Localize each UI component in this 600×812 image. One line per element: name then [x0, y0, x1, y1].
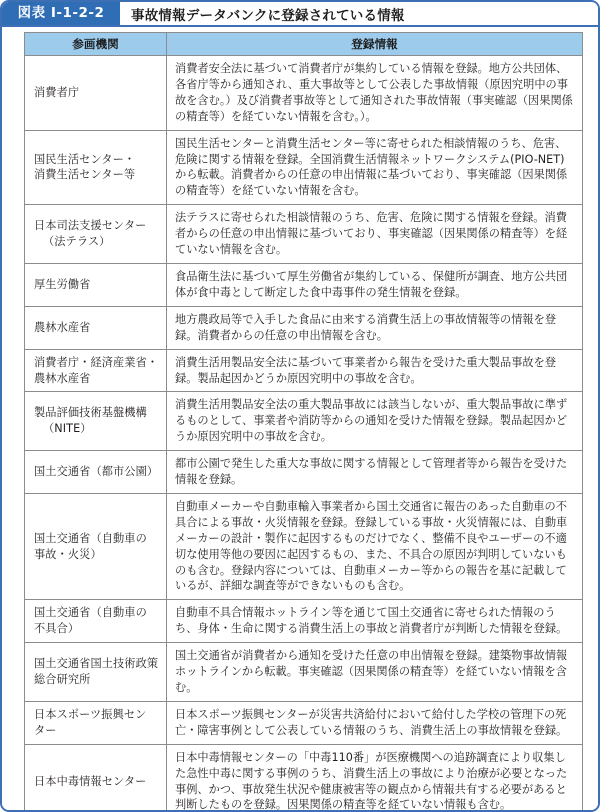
registered-info-cell: 地方農政局等で入手した食品に由来する消費生活上の事故情報等の情報を登録。消費者からの任意の申出情報を含む。	[167, 306, 583, 349]
agency-name-line2: 事故・火災）	[34, 547, 102, 561]
table-header-row	[25, 33, 583, 56]
agency-name-line1: 国土交通省（自動車の	[34, 531, 147, 545]
agency-cell	[25, 56, 167, 131]
agency-cell	[25, 130, 167, 205]
agency-name-line2: 総合研究所	[34, 673, 91, 687]
agency-name-line2: （NITE）	[43, 422, 92, 436]
registered-info-cell: 日本スポーツ振興センターが災害共済給付において給付した学校の管理下の死亡・障害事例として公表している情報のうち、消費生活上の事故情報を登録。	[167, 701, 583, 744]
column-header-info: 登録情報	[167, 33, 583, 56]
registered-info-cell: 消費者安全法に基づいて消費者庁が集約している情報を登録。地方公共団体、各省庁等から通知され、重大事故等として公表した事故情報（原因究明中の事故を含む。）及び消費者事故等として通知された事故情報（事実確認（因果関係の精査等）を経ていない情報を含む。）。	[167, 56, 583, 131]
registered-info-cell: 都市公園で発生した重大な事故に関する情報として管理者等から報告を受けた情報を登録。	[167, 451, 583, 494]
agency-name-line2: 消費生活センター等	[34, 168, 136, 182]
table-row	[25, 701, 583, 744]
agency-cell	[25, 205, 167, 264]
agency-name-line1: 日本スポーツ振興セン	[34, 707, 147, 721]
table-row	[25, 451, 583, 494]
agency-name-line2: 不具合）	[34, 622, 80, 636]
agency-name-line1: 国土交通省（都市公園）	[34, 465, 159, 479]
agency-cell	[25, 493, 167, 599]
agency-name-line1: 製品評価技術基盤機構	[34, 406, 147, 420]
agency-name-line2: ター	[34, 723, 57, 737]
agency-cell	[25, 701, 167, 744]
registered-info-cell: 自動車メーカーや自動車輸入事業者から国土交通省に報告のあった自動車の不具合による事故・火災情報を登録。登録している事故・火災情報には、自動車メーカーの設計・製作に起因するものだけでなく、整備不良やユーザーの不適切な使用等他の要因に起因するもの、また、不具合の原因が判明していないものも含む。登録内容については、自動車メーカー等からの報告を基に記載しているが、詳細な調査等ができないものも含む。	[167, 493, 583, 599]
registered-info-cell: 消費生活用製品安全法に基づいて事業者から報告を受けた重大製品事故を登録。製品起因かどうか原因究明中の事故を含む。	[167, 349, 583, 392]
figure-title-text: 事故情報データバンクに登録されている情報	[122, 2, 598, 25]
table-row	[25, 306, 583, 349]
registered-information-table	[24, 32, 583, 812]
agency-name-line1: 厚生労働省	[34, 277, 91, 291]
table-row	[25, 392, 583, 451]
figure-number-badge: 図表 I-1-2-2	[2, 2, 122, 25]
agency-name-line1: 消費者庁	[34, 85, 80, 99]
agency-name-line1: 国土交通省（自動車の	[34, 606, 147, 620]
agency-name-line1: 消費者庁・経済産業省・	[34, 355, 159, 369]
registered-info-cell: 自動車不具合情報ホットライン等を通じて国土交通省に寄せられた情報のうち、身体・生命に関する消費生活上の事故と消費者庁が判断した情報を登録。	[167, 600, 583, 643]
agency-cell	[25, 263, 167, 306]
table-area	[2, 27, 598, 812]
registered-info-cell: 日本中毒情報センターの「中毒110番」が医療機関への追跡調査により収集した急性中毒に関する事例のうち、消費生活上の事故により治療が必要となった事例、かつ、事故発生状況や健康被害等の観点から情報共有する必要があると判断したものを登録。因果関係の精査等を経ていない情報も含む。	[167, 744, 583, 812]
table-row	[25, 643, 583, 702]
registered-info-cell: 食品衛生法に基づいて厚生労働省が集約している、保健所が調査、地方公共団体が食中毒として断定した食中毒事件の発生情報を登録。	[167, 263, 583, 306]
table-row	[25, 205, 583, 264]
table-row	[25, 349, 583, 392]
table-row	[25, 130, 583, 205]
agency-name-line1: 日本司法支援センター	[34, 219, 147, 233]
registered-info-cell: 法テラスに寄せられた相談情報のうち、危害、危険に関する情報を登録。消費者からの任意の申出情報に基づいており、事実確認（因果関係の精査等）を経ていない情報を含む。	[167, 205, 583, 264]
agency-name-line1: 国土交通省国土技術政策	[34, 657, 159, 671]
figure-title-bar	[2, 2, 598, 27]
table-body	[25, 56, 583, 812]
registered-info-cell: 消費生活用製品安全法の重大製品事故には該当しないが、重大製品事故に準ずるものとして、事業者や消防等からの通知を受けた情報を登録。製品起因かどうか原因究明中の事故を含む。	[167, 392, 583, 451]
table-row	[25, 493, 583, 599]
agency-name-line1: 農林水産省	[34, 320, 91, 334]
table-row	[25, 56, 583, 131]
agency-cell	[25, 643, 167, 702]
agency-name-line1: 日本中毒情報センター	[34, 774, 147, 788]
table-header	[25, 33, 583, 56]
registered-info-cell: 国土交通省が消費者から通知を受けた任意の申出情報を登録。建築物事故情報ホットラインから転載。事実確認（因果関係の精査等）を経ていない情報を含む。	[167, 643, 583, 702]
table-row	[25, 744, 583, 812]
agency-name-line2: 農林水産省	[34, 371, 91, 385]
agency-cell	[25, 600, 167, 643]
table-row	[25, 263, 583, 306]
agency-cell	[25, 744, 167, 812]
agency-cell	[25, 306, 167, 349]
agency-cell	[25, 392, 167, 451]
agency-cell	[25, 451, 167, 494]
table-row	[25, 600, 583, 643]
agency-name-line1: 国民生活センター・	[34, 152, 136, 166]
agency-name-line2: （法テラス）	[43, 235, 111, 249]
column-header-agency: 参画機関	[25, 33, 167, 56]
agency-cell	[25, 349, 167, 392]
registered-info-cell: 国民生活センターと消費生活センター等に寄せられた相談情報のうち、危害、危険に関する情報を登録。全国消費生活情報ネットワークシステム(PIO-NET)から転載。消費者からの任意の申出情報に基づいており、事実確認（因果関係の精査等）を経ていない情報を含む。	[167, 130, 583, 205]
